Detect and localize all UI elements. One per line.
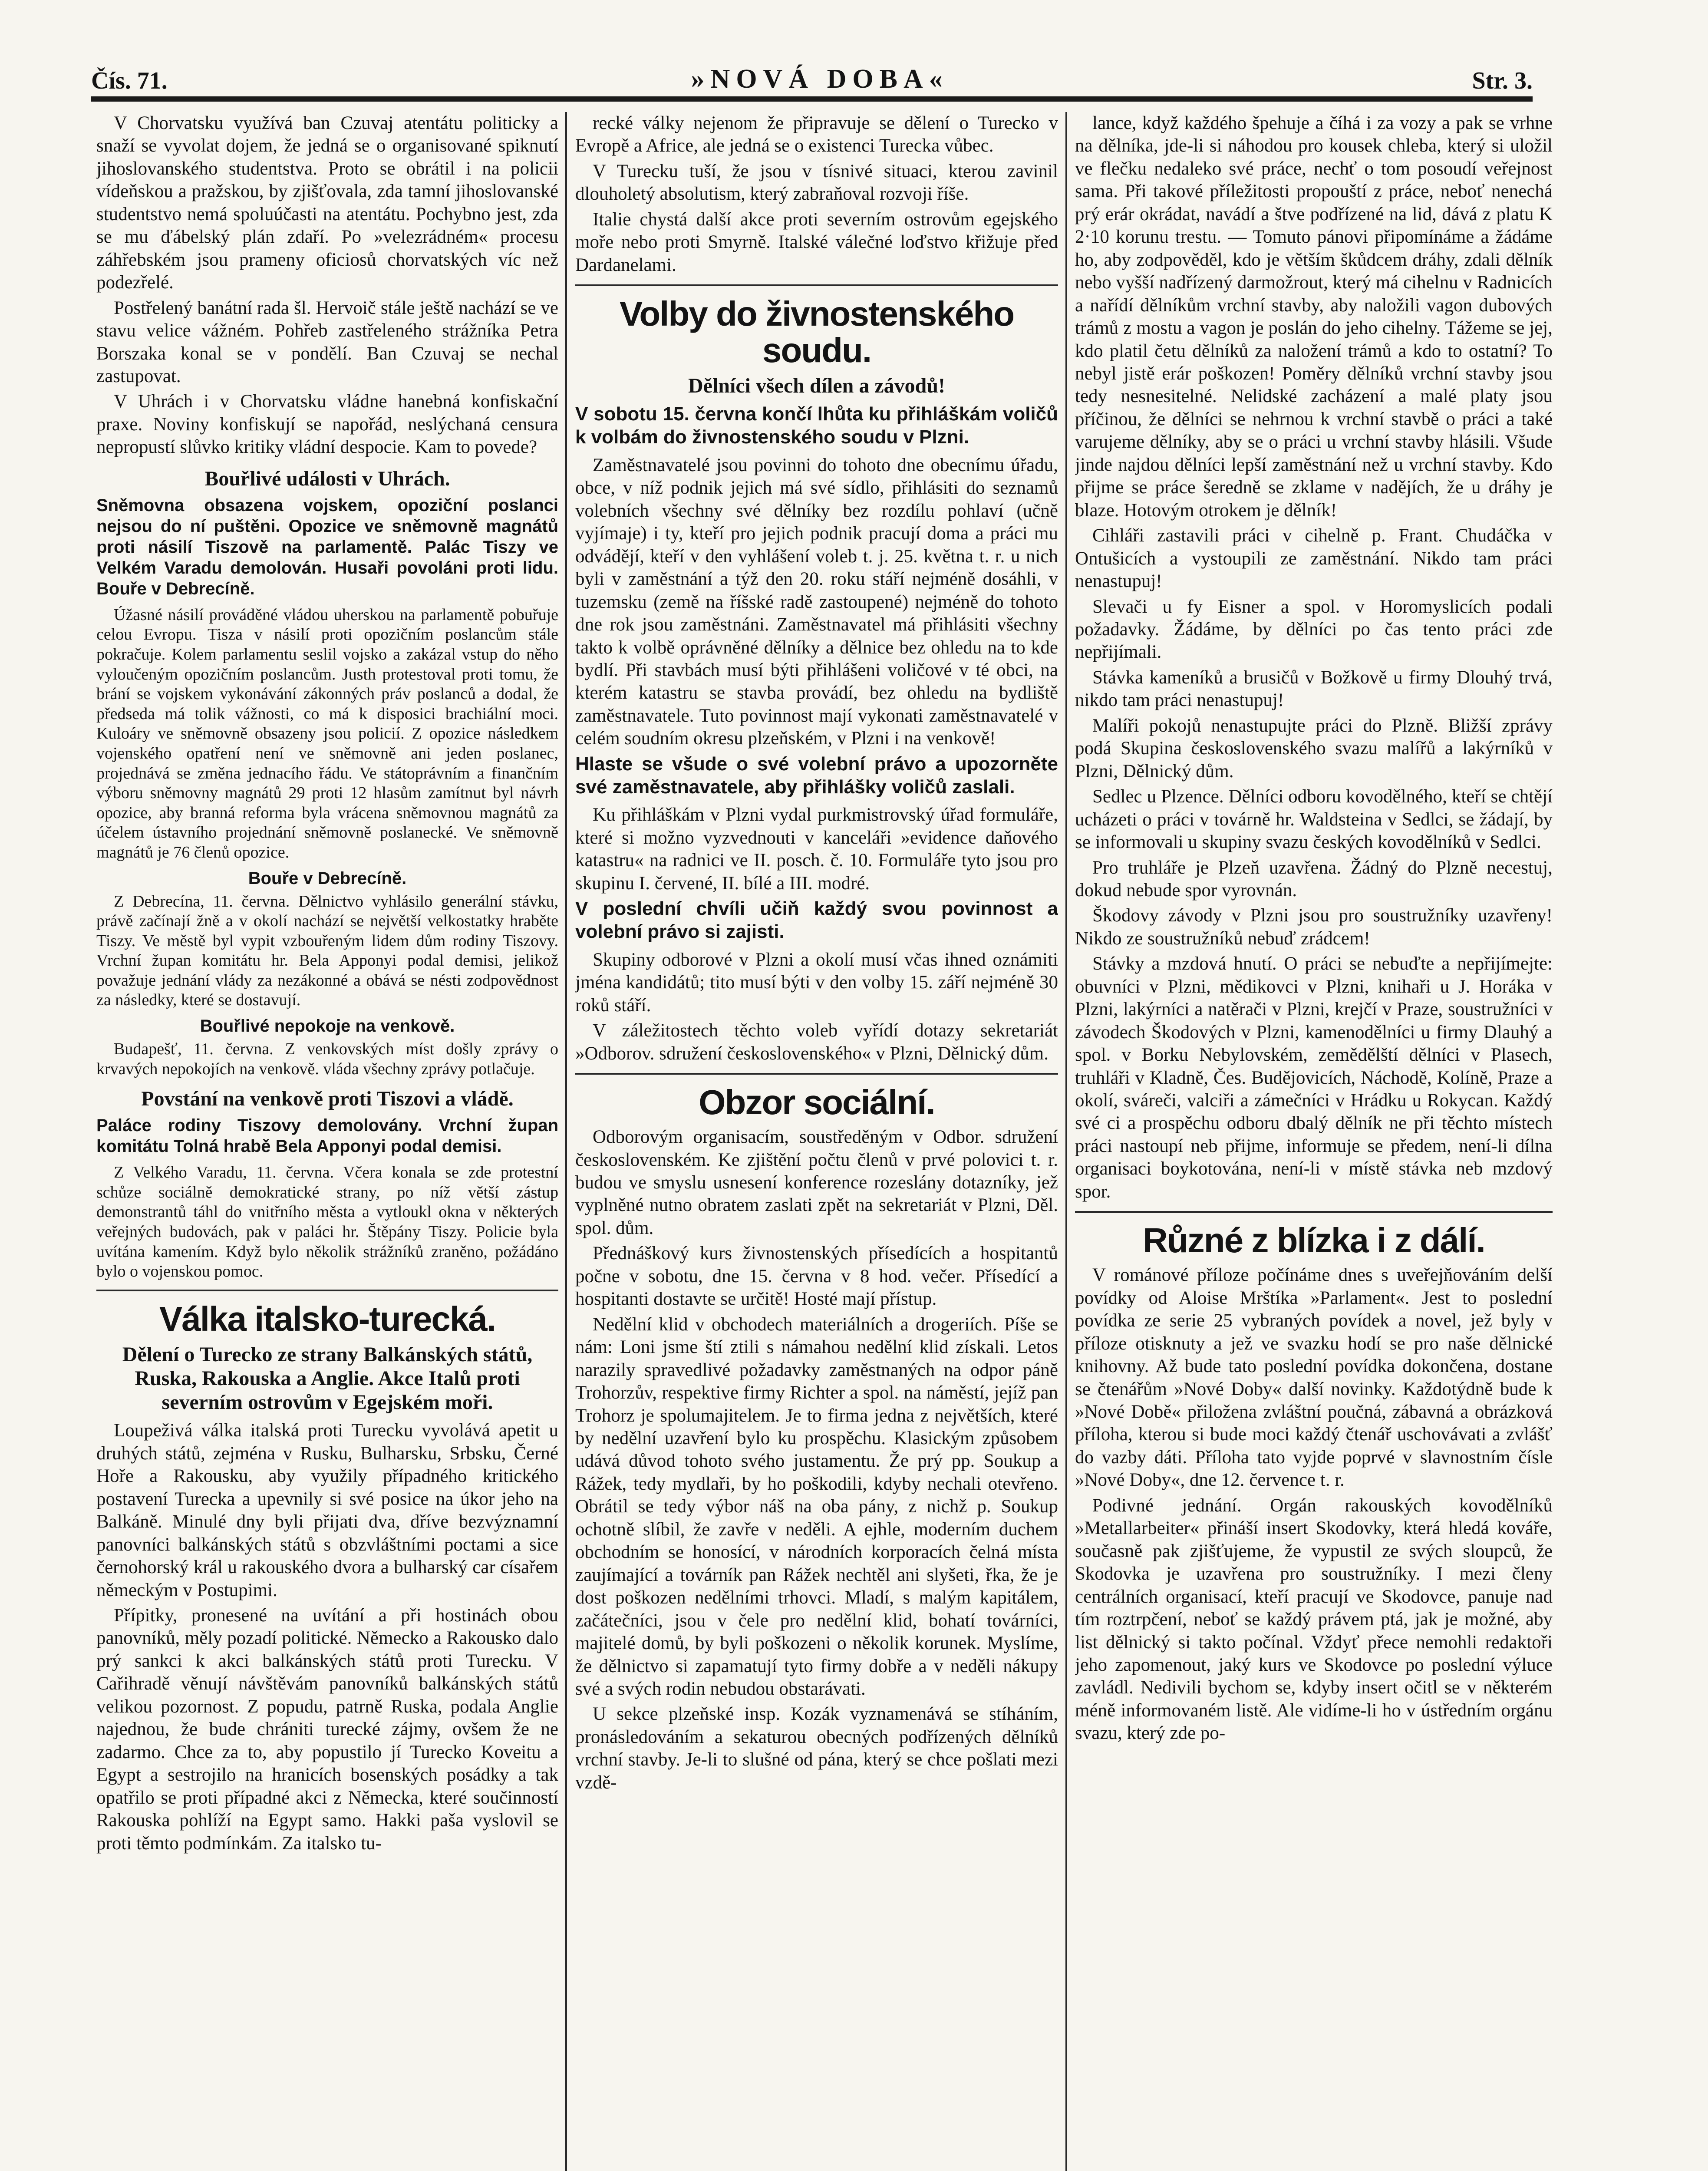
article-strange-conduct: Podivné jednání. Orgán rakouských kovodělníků »Metallarbeiter« přináší insert Skodovky, která hledá kováře, současně pak zjišťujeme, že vypustil ze svých sloupců, že Skodovka je uzavřena pro soustružníky. I mezi členy centrálních organisací, kteří pracují ve Skodovce, panuje nad tím roztrpčení, neboť se každý právem ptá, jak je možné, aby list dělnický si takto počínal. Vždyť přece nemohli redaktoři jeho zapomenout, jaký kurs ve Skodovce po poslední výluce zavládl. Nedivili bychom se, kdyby insert očitl se v některém méně informovaném listě. Ale vidíme-li ho v ústředním orgánu svazu, který zde po- [1075,1495,1553,1744]
section-divider [96,1290,558,1291]
banner-social-review: Obzor sociální. [699,1083,935,1122]
article-uprising: Z Velkého Varadu, 11. června. Včera konala se zde protestní schůze sociálně demokratické strany, po níž větší zástup demonstrantů táhl do vnitřního města a vytloukl okna v některých veřejných budovách, pak v paláci hr. Štěpány Tiszy. Policie byla uvítána kamením. Když bylo několik strážníků zraněno, požádáno bylo o vojenskou pomoc. [96,1163,558,1281]
article-war-1: Loupeživá válka italská proti Turecku vyvolává apetit u druhých států, zejména v Rusku, Bulharsku, Srbsku, Černé Hoře a Rakousku, aby využily případného kritického postavení Turecka a upevnily si své posice na úkor jeho na Balkáně. Minulé dny byli přijati dva, dříve bezvýznamní panovníci balkánských států s obzvláštními poctami a sice černohorský král u rakouského dvora a bulharský car císařem německým v Postupimi. [96,1420,558,1600]
article-hungary-violence: Úžasné násilí prováděné vládou uherskou na parlamentě pobuřuje celou Evropu. Tisza v násilí proti opozičním poslancům stále pokračuje. Kolem parlamentu seslil vojsko a zakázal vstup do něho vyloučeným opozičním poslancům. Justh protestoval proti tomu, že brání se vojskem vykonávání zákonných práv poslanců a dodal, že předseda má tolik vážnosti, co má k disposici brachiální moci. Kuloáry ve sněmovně obsazeny jsou policií. Z opozice následkem vojenského opatření není ve sněmovně ani jeden poslanec, projednává se změna jednacího řádu. Ve státoprávním a finančním výboru sněmovny magnátů 29 proti 12 hlasům zamítnut byl návrh opozice, aby branná reforma byla vrácena sněmovnou magnátů za účelem ústavního projednání sněmovně poslanecké. Ve sněmovně magnátů je 76 členů opozice. [96,605,558,861]
article-war-turkey: V Turecku tuší, že jsou v tísnivé situaci, kterou zavinil dlouholetý absolutism, který zabraňoval rozvoji říše. [575,161,1058,205]
article-war-cont: recké války nejenom že připravuje se dělení o Turecko v Evropě a Africe, ale jedná se o existenci Turecka vůbec. [575,113,1058,156]
lead-uprising: Paláce rodiny Tiszovy demolovány. Vrchní župan komitátu Tolná hrabě Bela Apponyi podal demisi. [96,1116,558,1156]
article-war-italy: Italie chystá další akce proti severním ostrovům egejského moře nebo proti Smyrně. Italské válečné loďstvo křižuje před Dardanelami. [575,209,1058,275]
lead-deadline: V sobotu 15. června končí lhůta ku přihláškám voličů k volbám do živnostenského soudu v Plzni. [575,403,1058,448]
article-secretariat: V záležitostech těchto voleb vyřídí dotazy sekretariát »Odborov. sdružení československého« v Plzni, Dělnický dům. [575,1020,1058,1064]
heading-hungary-events: Bouřlivé události v Uhrách. [204,467,450,490]
article-employers-duty: Zaměstnavatelé jsou povinni do tohoto dne obecnímu úřadu, obce, v níž podnik jejich má své sídlo, přihlásiti do seznamů volebních všechny své dělníky bez rozdílu pohlaví (učně vyjímaje) i ty, kteří pro jejich podnik pracují doma a práci mu odvádějí, kteří v den vyhlášení voleb t. j. 25. května t. r. u nich byli v zaměstnání a týž den 20. roku stáří nejméně dosáhli, v tuzemsku (země na říšské radě zastoupené) nejméně do tohoto dne rok jsou zaměstnáni. Zaměstnavatel má přihlásiti všechny takto k volbě oprávněné dělníky a dělnice bez ohledu na to kde bydlí. Při stavbách musí býti přihlášeni voličové v té obci, na kterém katastru se stavba provádí, bez ohledu na bydliště zaměstnavatele. Tuto povinnost mají vykonati zaměstnavatelé v celém soudním okresu plzeňském, v Plzni i na venkově! [575,455,1058,749]
section-divider [575,1073,1058,1075]
heading-debrecen: Bouře v Debrecíně. [248,868,407,888]
article-stonemasons: Stávka kameníků a brusičů v Božkově u firmy Dlouhý trvá, nikdo tam práci nenastupuj! [1075,667,1553,711]
lead-register: Hlaste se všude o své volební právo a upozorněte své zaměstnavatele, aby přihlášky voličů zaslali. [575,753,1058,798]
article-skoda: Škodovy závody v Plzni jsou pro soustružníky uzavřeny! Nikdo ze soustružníků nebuď zrádcem! [1075,905,1553,949]
lead-hungary-events: Sněmovna obsazena vojskem, opoziční poslanci nejsou do ní puštěni. Opozice ve sněmovně magnátů proti násilí Tiszově na parlamentě. Palác Tiszy ve Velkém Varadu demolován. Husaři povoláni proti lidu. Bouře v Debrecíně. [96,495,558,598]
article-strikes: Stávky a mzdová hnutí. O práci se nebuďte a nepřijímejte: obuvníci v Plzni, mědikovci v Plzni, knihaři u J. Horáka v Plzni, lakýrníci a natěrači v Plzni, krejčí v Praze, soustružníci v závodech Škodových v Plzni, kamenodělníci u firmy Dlauhý a spol. v Borku Nebylovském, zemědělští dělníci v Plasech, truhláři v Kladně, Čes. Budějovicích, Náchodě, Kolíně, Praze a okolí, sváreči, valciři a zámečníci v Hrádku u Rokycan. Každý své ci a prospěchu odboru dbalý dělník ne při těchto místech práci nastoupí neb přijme, informuje se předem, není-li dílna organisaci boykotována, není-li v místě stávka neb mzdový spor. [1075,954,1553,1202]
article-confiscation: V Uhrách i v Chorvatsku vládne hanebná konfiskační praxe. Noviny konfiskují se napořád, neslýchaná censura nepropustí slůvko kritiky vládní despocie. Kam to povede? [96,391,558,458]
column-1 [96,112,558,2171]
article-forms: Ku přihláškám v Plzni vydal purkmistrovský úřad formuláře, které si možno vyzvednouti v kanceláři »evidence daňového katastru« na radnici ve II. posch. č. 10. Formuláře tyto jsou pro skupinu I. červené, II. bílé a III. modré. [575,805,1058,894]
article-debrecen: Z Debrecína, 11. června. Dělnictvo vyhlásilo generální stávku, právě začínají žně a v okolí nachází se největší velkostatky hraběte Tiszy. Ve městě byl vypit vzbouřeným lidem dům rodiny Tiszovy. Vrchní župan komitátu hr. Bela Apponyi podal demisi, jelikož považuje jednání vlády za nezákonné a obává se nésti zodpovědnost za následky, které se dostavují. [96,892,558,1010]
issue-number: Čís. 71. [91,67,168,94]
article-carpenters: Pro truhláře je Plzeň uzavřena. Žádný do Plzně necestuj, dokud nebude spor vyrovnán. [1075,857,1553,901]
column-2 [575,112,1058,2171]
article-unions: Odborovým organisacím, soustředěným v Odbor. sdružení československém. Ke zjištění počtu členů v prvé polovici t. r. budou ve smyslu usnesení konference rozeslány dotazníky, jež vyplněné nutno obratem zaslati zpět na sekretariát v Plzni, Děl. spol. dům. [575,1127,1058,1238]
masthead-rule [91,96,1533,102]
article-croatia: V Chorvatsku využívá ban Czuvaj atentátu politicky a snaží se vyvolat dojem, že jedná se o organisované spiknutí jihoslovanského studentstva. Proto se obrátil i na policii vídeňskou a pražskou, by zjišťovala, zda tamní jihoslovanské studentstvo nemá spoluúčasti na atentátu. Pochybno jest, zda se mu ďábelský plán zdaří. Po »velezrádném« procesu záhřebském jsou prameny oficiosů chorvatských víc než podezřelé. [96,113,558,293]
article-brickmakers: Cihláři zastavili práci v cihelně p. Frant. Chudáčka v Ontušicích a vystoupili ze zaměstnání. Nikdo tam práci nenastupuj! [1075,525,1553,592]
article-plzen-section: U sekce plzeňské insp. Kozák vyznamenává se stíháním, pronásledováním a sekaturou obecných podřízených dělníků vrchní stavby. Je-li to slušné od pána, který se chce pošlati mezi vzdě- [575,1704,1058,1793]
article-painters: Malíři pokojů nenastupujte práci do Plzně. Bližší zprávy podá Skupina československého svazu malířů a lakýrníků v Plzni, Dělnický dům. [1075,715,1553,782]
article-country-unrest: Budapešť, 11. června. Z venkovských míst došly zprávy o krvavých nepokojích na venkově. vláda všechny zprávy potlačuje. [96,1040,558,1078]
banner-trade-court-elections: Volby do živnostenského soudu. [619,294,1014,370]
article-candidates: Skupiny odborové v Plzni a okolí musí včas ihned oznámiti jména kandidátů; tito musí býti v den volby 15. září nejméně 30 roků stáří. [575,949,1058,1016]
banner-miscellaneous: Různé z blízka i z dálí. [1143,1221,1485,1260]
article-lecture-course: Přednáškový kurs živnostenských přísedících a hospitantů počne v sobotu, dne 15. června v 8 hod. večer. Přísedící a hospitanti dostavte se určitě! Hosté mají přístup. [575,1243,1058,1310]
section-divider [575,284,1058,286]
subhead-italo-turkish-war: Dělení o Turecko ze strany Balkánských států, Ruska, Rakouska a Anglie. Akce Italů proti severním ostrovům v Egejském moři. [122,1343,533,1414]
article-sedlec: Sedlec u Plzence. Dělníci odboru kovodělného, kteří se chtějí ucházeti o práci v továrně hr. Waldsteina v Sedlci, se žádají, by se informovali u skupiny svazu českých kovodělníků v Sedlci. [1075,786,1553,853]
masthead [91,51,1533,95]
article-sunday-rest: Nedělní klid v obchodech materiálních a drogeriích. Píše se nám: Loni jsme ští ztili s námahou nedělní klid získali. Letos narazily spravedlivé požadavky zaměstnaných na odpor páně Trohorzův, respektive firmy Richter a spol. na náměstí, jejíž pan Trohorz je spolumajitelem. Je to firma jedna z největších, které by nedělní uzavření bylo ku prospěchu. Klasickým způsobem udává důvod tohoto svého justamentu. Že prý pp. Soukup a Rážek, tedy mydlaři, by ho poškodili, kdyby nechali otevřeno. Obrátil se tedy výbor náš na oba pány, z nichž p. Soukup ochotně slíbil, že zavře v neděli. A ejhle, moderním duchem obchodním se honosící, v národních korporacích čelná místa zaujímající a továrník pan Rážek nechtěl ani slyšeti, řka, že je dost poškozen nedělními trhovci. Mladí, s malým kapitálem, začátečníci, jsou v čele pro nedělní klid, bohatí továrníci, majitelé domů, by byli poškozeni o několik korunek. Myslíme, že dělnictvo si zapamatují tyto firmy dobře a v neděli nákupy své a svých rodin nebudou obstarávati. [575,1314,1058,1699]
section-divider [1075,1211,1553,1213]
heading-uprising: Povstání na venkově proti Tiszovi a vládě. [141,1087,514,1111]
article-founders: Slevači u fy Eisner a spol. v Horomyslicích podali požadavky. Žádáme, by dělníci po čas tento práci zde nepřijímali. [1075,596,1553,663]
column-divider-2 [1065,112,1067,2171]
article-inspector-cont: lance, když každého špehuje a číhá i za vozy a pak se vrhne na dělníka, jde-li si náhodou pro kousek chleba, který si uložil ve flečku nedaleko své práce, nechť o tom posoudí veřejnost sama. Při takové příležitosti propouští z práce, neboť nenechá prý erár okrádat, navádí a štve podřízené na lid, dává z platu K 2·10 korunu trestu. — Tomuto pánovi připomínáme a žádáme ho, aby zodpověděl, kdo je větším škůdcem dráhy, zdali dělník nebo vyšší nadřízený darmožrout, který má cihelnu v Radnicích a nařídí dělníkům vrchní stavby, aby naložili vagon dubových trámů z mostu a vagon je poslán do jeho cihelny. Tážeme se jej, kdo platil četu dělníků za naložení trámů a kdo to ostatní? To nebyl jistě erár poškozen! Poměry dělníků vrchní stavby jsou tedy nesnesitelné. Nelidské zacházení a malé platy jsou příčinou, že dělníci se nehrnou k vrchní stavbě o práci a také varujeme dělníky, aby se o práci u vrchní stavby hlásili. Všude jinde najdou dělníci lepší zaměstnání než u vrchní stavby. Kdo přijme se práce šeredně se zklame v nadějích, že u dráhy je blaze. Hotovým otrokem je dělník! [1075,113,1553,521]
heading-country-unrest: Bouřlivé nepokoje na venkově. [200,1016,455,1036]
column-divider-1 [565,112,567,2171]
banner-italo-turkish-war: Válka italsko-turecká. [159,1299,496,1338]
article-war-2: Přípitky, pronesené na uvítání a při hostinách obou panovníků, měly pozadí politické. Německo a Rakousko dalo prý sankci k akci balkánských států proti Turecku. V Cařihradě věnují návštěvám panovníků balkánských států velikou pozornost. Z popudu, patrně Ruska, podala Anglie najednou, že bude chrániti turecké zájmy, ovšem že ne zadarmo. Chce za to, aby popustilo jí Turecko Koveitu a Egypt a sestrojilo na hranicích bosenských posádky a tak opatřilo se proti případné akci z Německa, které součinností Rakouska pohlíží na Egypt samo. Hakki paša vyslovil se proti těmto podmínkám. Za italsko tu- [96,1605,558,1854]
article-novel-supplement: V románové příloze počínáme dnes s uveřejňováním delší povídky od Aloise Mrštíka »Parlament«. Jest to poslední povídka ze serie 25 vybraných povídek a novel, jež byly v příloze otisknuty a jež ve svazku hodí se pro naše dělnické knihovny. Až bude tato poslední povídka dokončena, dostane se čtenářům »Nové Doby« další novinky. Každotýdně bude k »Nové Době« přiložena zvláštní poučná, zábavná a obrázková příloha, kterou si bude moci každý čtenář uschovávati a zvlášť do vazby dáti. Příloha tato vyjde poprvé v slavnostním čísle »Nové Doby«, dne 12. července t. r. [1075,1265,1553,1491]
subhead-workers: Dělníci všech dílen a závodů! [688,374,945,398]
article-hervoic: Postřelený banátní rada šl. Hervoič stále ještě nachází se ve stavu velice vážném. Pohřeb zastřeleného strážníka Petra Borszaka konal se v pondělí. Ban Czuvaj se nechal zastupovat. [96,297,558,386]
page-number: Str. 3. [1472,67,1533,94]
newspaper-title: »NOVÁ DOBA« [691,64,949,94]
column-3 [1075,112,1553,2171]
lead-last-moment: V poslední chvíli učiň každý svou povinnost a volební právo si zajisti. [575,898,1058,943]
